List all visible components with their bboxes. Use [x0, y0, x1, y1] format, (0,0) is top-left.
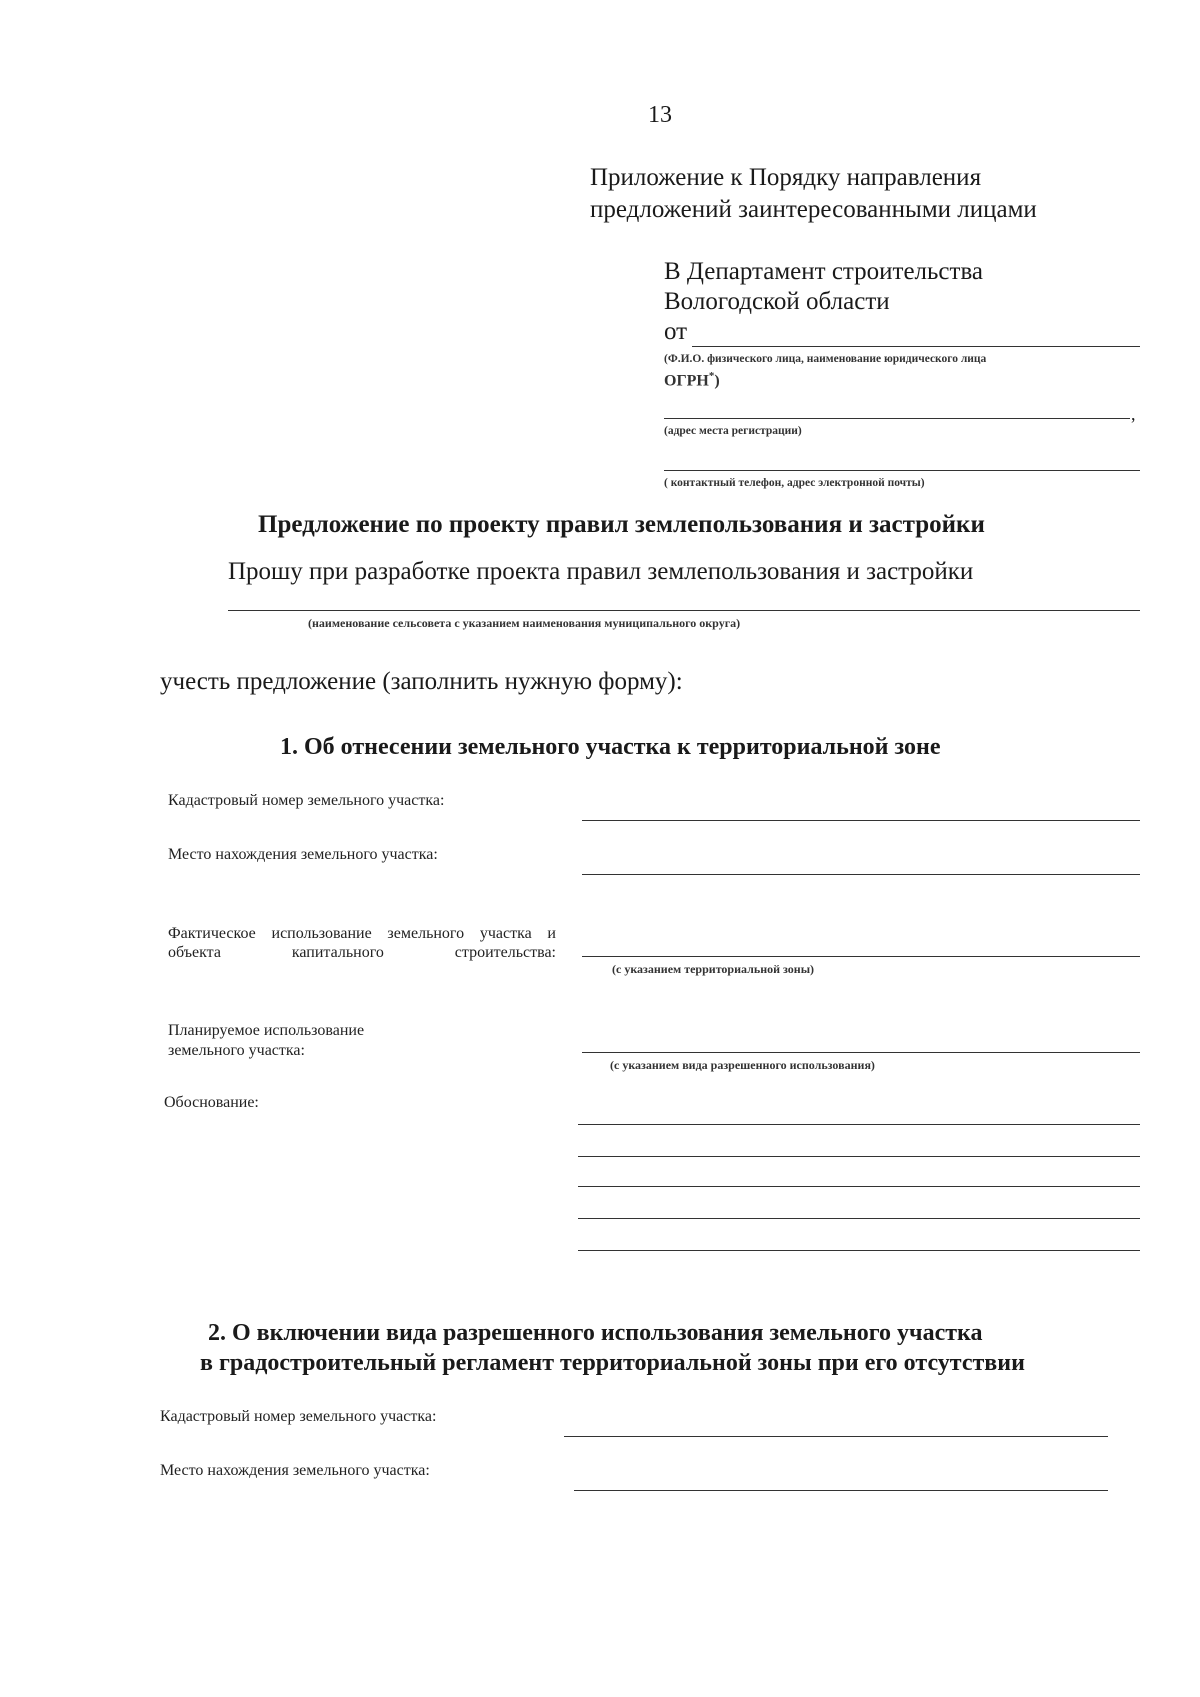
request-continuation: учесть предложение (заполнить нужную форму): — [160, 668, 683, 695]
from-label: от — [664, 318, 688, 345]
s1-justification-line-1[interactable] — [578, 1124, 1140, 1125]
s1-planned-use-caption: (с указанием вида разрешенного использования) — [610, 1058, 875, 1072]
s2-location-field[interactable] — [574, 1490, 1108, 1491]
s2-cadastral-field[interactable] — [564, 1436, 1108, 1437]
section-2-heading-line-1: 2. О включении вида разрешенного использования земельного участка — [208, 1320, 983, 1346]
s1-justification-line-4[interactable] — [578, 1218, 1140, 1219]
appendix-line-1: Приложение к Порядку направления — [590, 164, 982, 191]
address-field-line[interactable] — [664, 418, 1130, 419]
s2-cadastral-label: Кадастровый номер земельного участка: — [160, 1408, 437, 1425]
ogrn-close: ) — [714, 372, 720, 390]
page-number: 13 — [648, 102, 672, 128]
ogrn-label — [664, 370, 720, 390]
s2-location-label: Место нахождения земельного участка: — [160, 1462, 430, 1479]
from-field-line[interactable] — [692, 346, 1140, 347]
addressee-line-1: В Департамент строительства — [664, 258, 984, 285]
s1-planned-use-field[interactable] — [582, 1052, 1140, 1053]
s1-cadastral-field[interactable] — [582, 820, 1140, 821]
s1-location-label: Место нахождения земельного участка: — [168, 846, 438, 863]
s1-justification-line-2[interactable] — [578, 1156, 1140, 1157]
section-1-heading: 1. Об отнесении земельного участка к территориальной зоне — [280, 734, 941, 760]
ogrn-asterisk: * — [708, 370, 715, 382]
section-2-heading-line-2: в градостроительный регламент территориальной зоны при его отсутствии — [200, 1350, 1025, 1376]
document-title: Предложение по проекту правил землепользования и застройки — [258, 511, 985, 538]
s1-actual-use-field[interactable] — [582, 956, 1140, 957]
request-text: Прошу при разработке проекта правил землепользования и застройки — [228, 558, 974, 585]
s1-justification-label: Обоснование: — [164, 1094, 259, 1111]
settlement-caption: (наименование сельсовета с указанием наименования муниципального округа) — [308, 616, 741, 630]
settlement-field-line[interactable] — [228, 610, 1140, 611]
contact-caption: ( контактный телефон, адрес электронной почты) — [664, 477, 925, 489]
s1-location-field[interactable] — [582, 874, 1140, 875]
addressee-line-2: Вологодской области — [664, 288, 890, 315]
s1-justification-line-5[interactable] — [578, 1250, 1140, 1251]
s1-justification-line-3[interactable] — [578, 1186, 1140, 1187]
s1-actual-use-label: Фактическое использование земельного участка и объекта капитального строительства: — [168, 925, 556, 961]
ogrn-text: ОГРН — [664, 372, 709, 390]
s1-cadastral-label: Кадастровый номер земельного участка: — [168, 792, 445, 809]
address-caption: (адрес места регистрации) — [664, 425, 802, 437]
appendix-line-2: предложений заинтересованными лицами — [590, 196, 1037, 223]
from-caption: (Ф.И.О. физического лица, наименование юридического лица — [664, 353, 987, 365]
address-comma: , — [1131, 404, 1136, 424]
contact-field-line[interactable] — [664, 470, 1140, 471]
s1-actual-use-caption: (с указанием территориальной зоны) — [612, 962, 815, 976]
s1-planned-use-label-1: Планируемое использование — [168, 1022, 365, 1039]
s1-planned-use-label-2: земельного участка: — [168, 1042, 305, 1059]
